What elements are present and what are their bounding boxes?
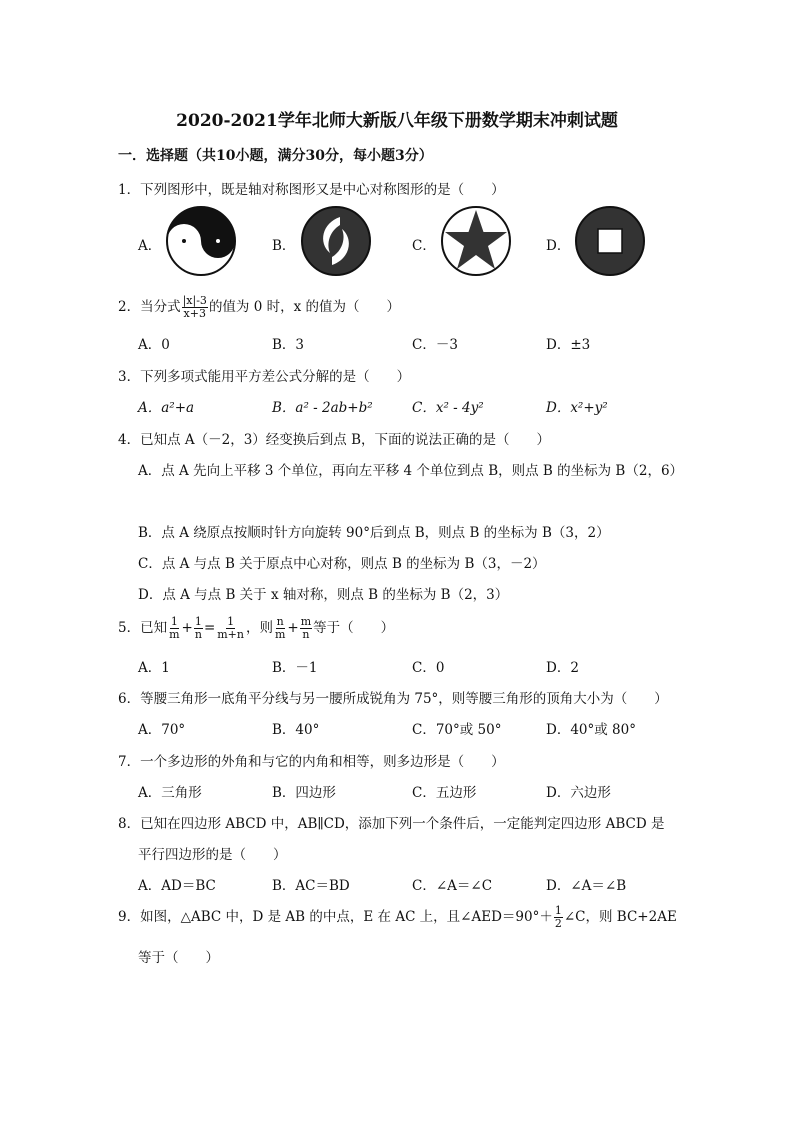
q3-option-c: C．x² - 4y² <box>412 400 484 416</box>
q5-plus-sign: + <box>181 620 193 636</box>
q2-fraction-denominator: x+3 <box>183 307 206 320</box>
q2-stem-post: 的值为 0 时，x 的值为（ ） <box>208 299 401 315</box>
q2-option-a: A．0 <box>138 337 170 353</box>
q8-stem-line2: 平行四边形的是（ ） <box>138 847 287 863</box>
q7-stem: 7．一个多边形的外角和与它的内角和相等，则多边形是（ ） <box>118 754 505 770</box>
q5-fraction-2 <box>194 616 203 641</box>
section-heading: 一．选择题（共10小题，满分30分，每小题3分） <box>118 148 433 164</box>
q2-fraction-numerator: |x|-3 <box>182 294 207 307</box>
q5-fraction-3-denominator: m+n <box>217 628 244 641</box>
q3-option-b: B．a² - 2ab+b² <box>272 400 373 416</box>
q9-fraction <box>554 905 563 930</box>
swirl-figure <box>300 205 372 277</box>
q9-stem-post: ∠C，则 BC+2AE <box>563 909 677 925</box>
q5-stem-post: 等于（ ） <box>313 620 395 636</box>
q5-fraction-3 <box>216 616 245 641</box>
q6-stem: 6．等腰三角形一底角平分线与另一腰所成锐角为 75°，则等腰三角形的顶角大小为（ ） <box>118 691 668 707</box>
q9-fraction-denominator: 2 <box>554 917 562 930</box>
q9-stem <box>118 905 677 930</box>
q5-option-a: A．1 <box>138 660 170 676</box>
q8-stem-line1: 8．已知在四边形 ABCD 中，AB∥CD，添加下列一个条件后，一定能判定四边形 ABCD 是 <box>118 816 665 832</box>
q5-fraction-5-denominator: n <box>302 628 310 641</box>
q6-option-c: C．70°或 50° <box>412 722 502 738</box>
q2-option-d: D．±3 <box>546 337 591 353</box>
q5-fraction-2-denominator: n <box>194 628 202 641</box>
q9-stem-line2: 等于（ ） <box>138 950 219 966</box>
q7-option-d: D．六边形 <box>546 785 611 801</box>
star-figure <box>440 205 512 277</box>
q4-option-b: B．点 A 绕原点按顺时针方向旋转 90°后到点 B，则点 B 的坐标为 B（3，2） <box>138 525 610 541</box>
q5-option-d: D．2 <box>546 660 579 676</box>
q1-stem: 1．下列图形中，既是轴对称图形又是中心对称图形的是（ ） <box>118 182 505 198</box>
q3-option-d: D．x²+y² <box>546 400 608 416</box>
q6-option-b: B．40° <box>272 722 320 738</box>
q1-option-d: D． <box>546 238 571 254</box>
q3-option-a: A．a²+a <box>138 400 195 416</box>
q7-option-c: C．五边形 <box>412 785 477 801</box>
q5-fraction-4 <box>274 616 286 641</box>
q5-fraction-1-numerator: 1 <box>170 615 178 628</box>
q6-option-d: D．40°或 80° <box>546 722 636 738</box>
q9-fraction-numerator: 1 <box>554 904 562 917</box>
q4-option-a: A．点 A 先向上平移 3 个单位，再向左平移 4 个单位到点 B，则点 B 的坐标为 B（2，6） <box>138 463 684 479</box>
q5-stem-mid: ，则 <box>245 620 273 636</box>
q4-option-d: D．点 A 与点 B 关于 x 轴对称，则点 B 的坐标为 B（2，3） <box>138 587 509 603</box>
q8-option-c: C．∠A＝∠C <box>412 878 493 894</box>
q8-option-b: B．AC＝BD <box>272 878 350 894</box>
yin-yang-figure <box>165 205 237 277</box>
q2-option-b: B．3 <box>272 337 305 353</box>
q1-option-c: C． <box>412 238 436 254</box>
q5-option-c: C．0 <box>412 660 445 676</box>
q1-option-b: B． <box>272 238 296 254</box>
q5-fraction-5 <box>300 616 312 641</box>
q5-plus-sign-2: + <box>287 620 299 636</box>
q5-option-b: B．－1 <box>272 660 318 676</box>
q5-stem-pre: 5．已知 <box>118 620 168 636</box>
q8-option-a: A．AD＝BC <box>138 878 216 894</box>
q6-option-a: A．70° <box>138 722 186 738</box>
q2-stem-pre: 2．当分式 <box>118 299 181 315</box>
q5-equals-sign: = <box>203 620 216 636</box>
q5-fraction-2-numerator: 1 <box>194 615 202 628</box>
q3-stem: 3．下列多项式能用平方差公式分解的是（ ） <box>118 369 411 385</box>
q8-option-d: D．∠A＝∠B <box>546 878 627 894</box>
q5-stem <box>118 616 394 641</box>
q5-fraction-3-numerator: 1 <box>227 615 235 628</box>
q7-option-b: B．四边形 <box>272 785 336 801</box>
q5-fraction-5-numerator: m <box>300 615 312 628</box>
q4-stem: 4．已知点 A（－2，3）经变换后到点 B，下面的说法正确的是（ ） <box>118 432 551 448</box>
coin-figure <box>574 205 646 277</box>
q5-fraction-4-denominator: m <box>274 628 286 641</box>
q5-fraction-1 <box>168 616 180 641</box>
q4-option-c: C．点 A 与点 B 关于原点中心对称，则点 B 的坐标为 B（3，－2） <box>138 556 546 572</box>
q5-fraction-4-numerator: n <box>276 615 284 628</box>
q2-option-c: C．－3 <box>412 337 458 353</box>
q9-stem-pre: 9．如图，△ABC 中，D 是 AB 的中点，E 在 AC 上，且∠AED＝90°＋ <box>118 909 553 925</box>
page-title: 2020-2021学年北师大新版八年级下册数学期末冲刺试题 <box>176 111 618 131</box>
q5-fraction-1-denominator: m <box>169 628 180 641</box>
q1-option-a: A． <box>138 238 162 254</box>
q2-fraction <box>182 295 208 320</box>
q2-stem <box>118 295 400 320</box>
q7-option-a: A．三角形 <box>138 785 202 801</box>
